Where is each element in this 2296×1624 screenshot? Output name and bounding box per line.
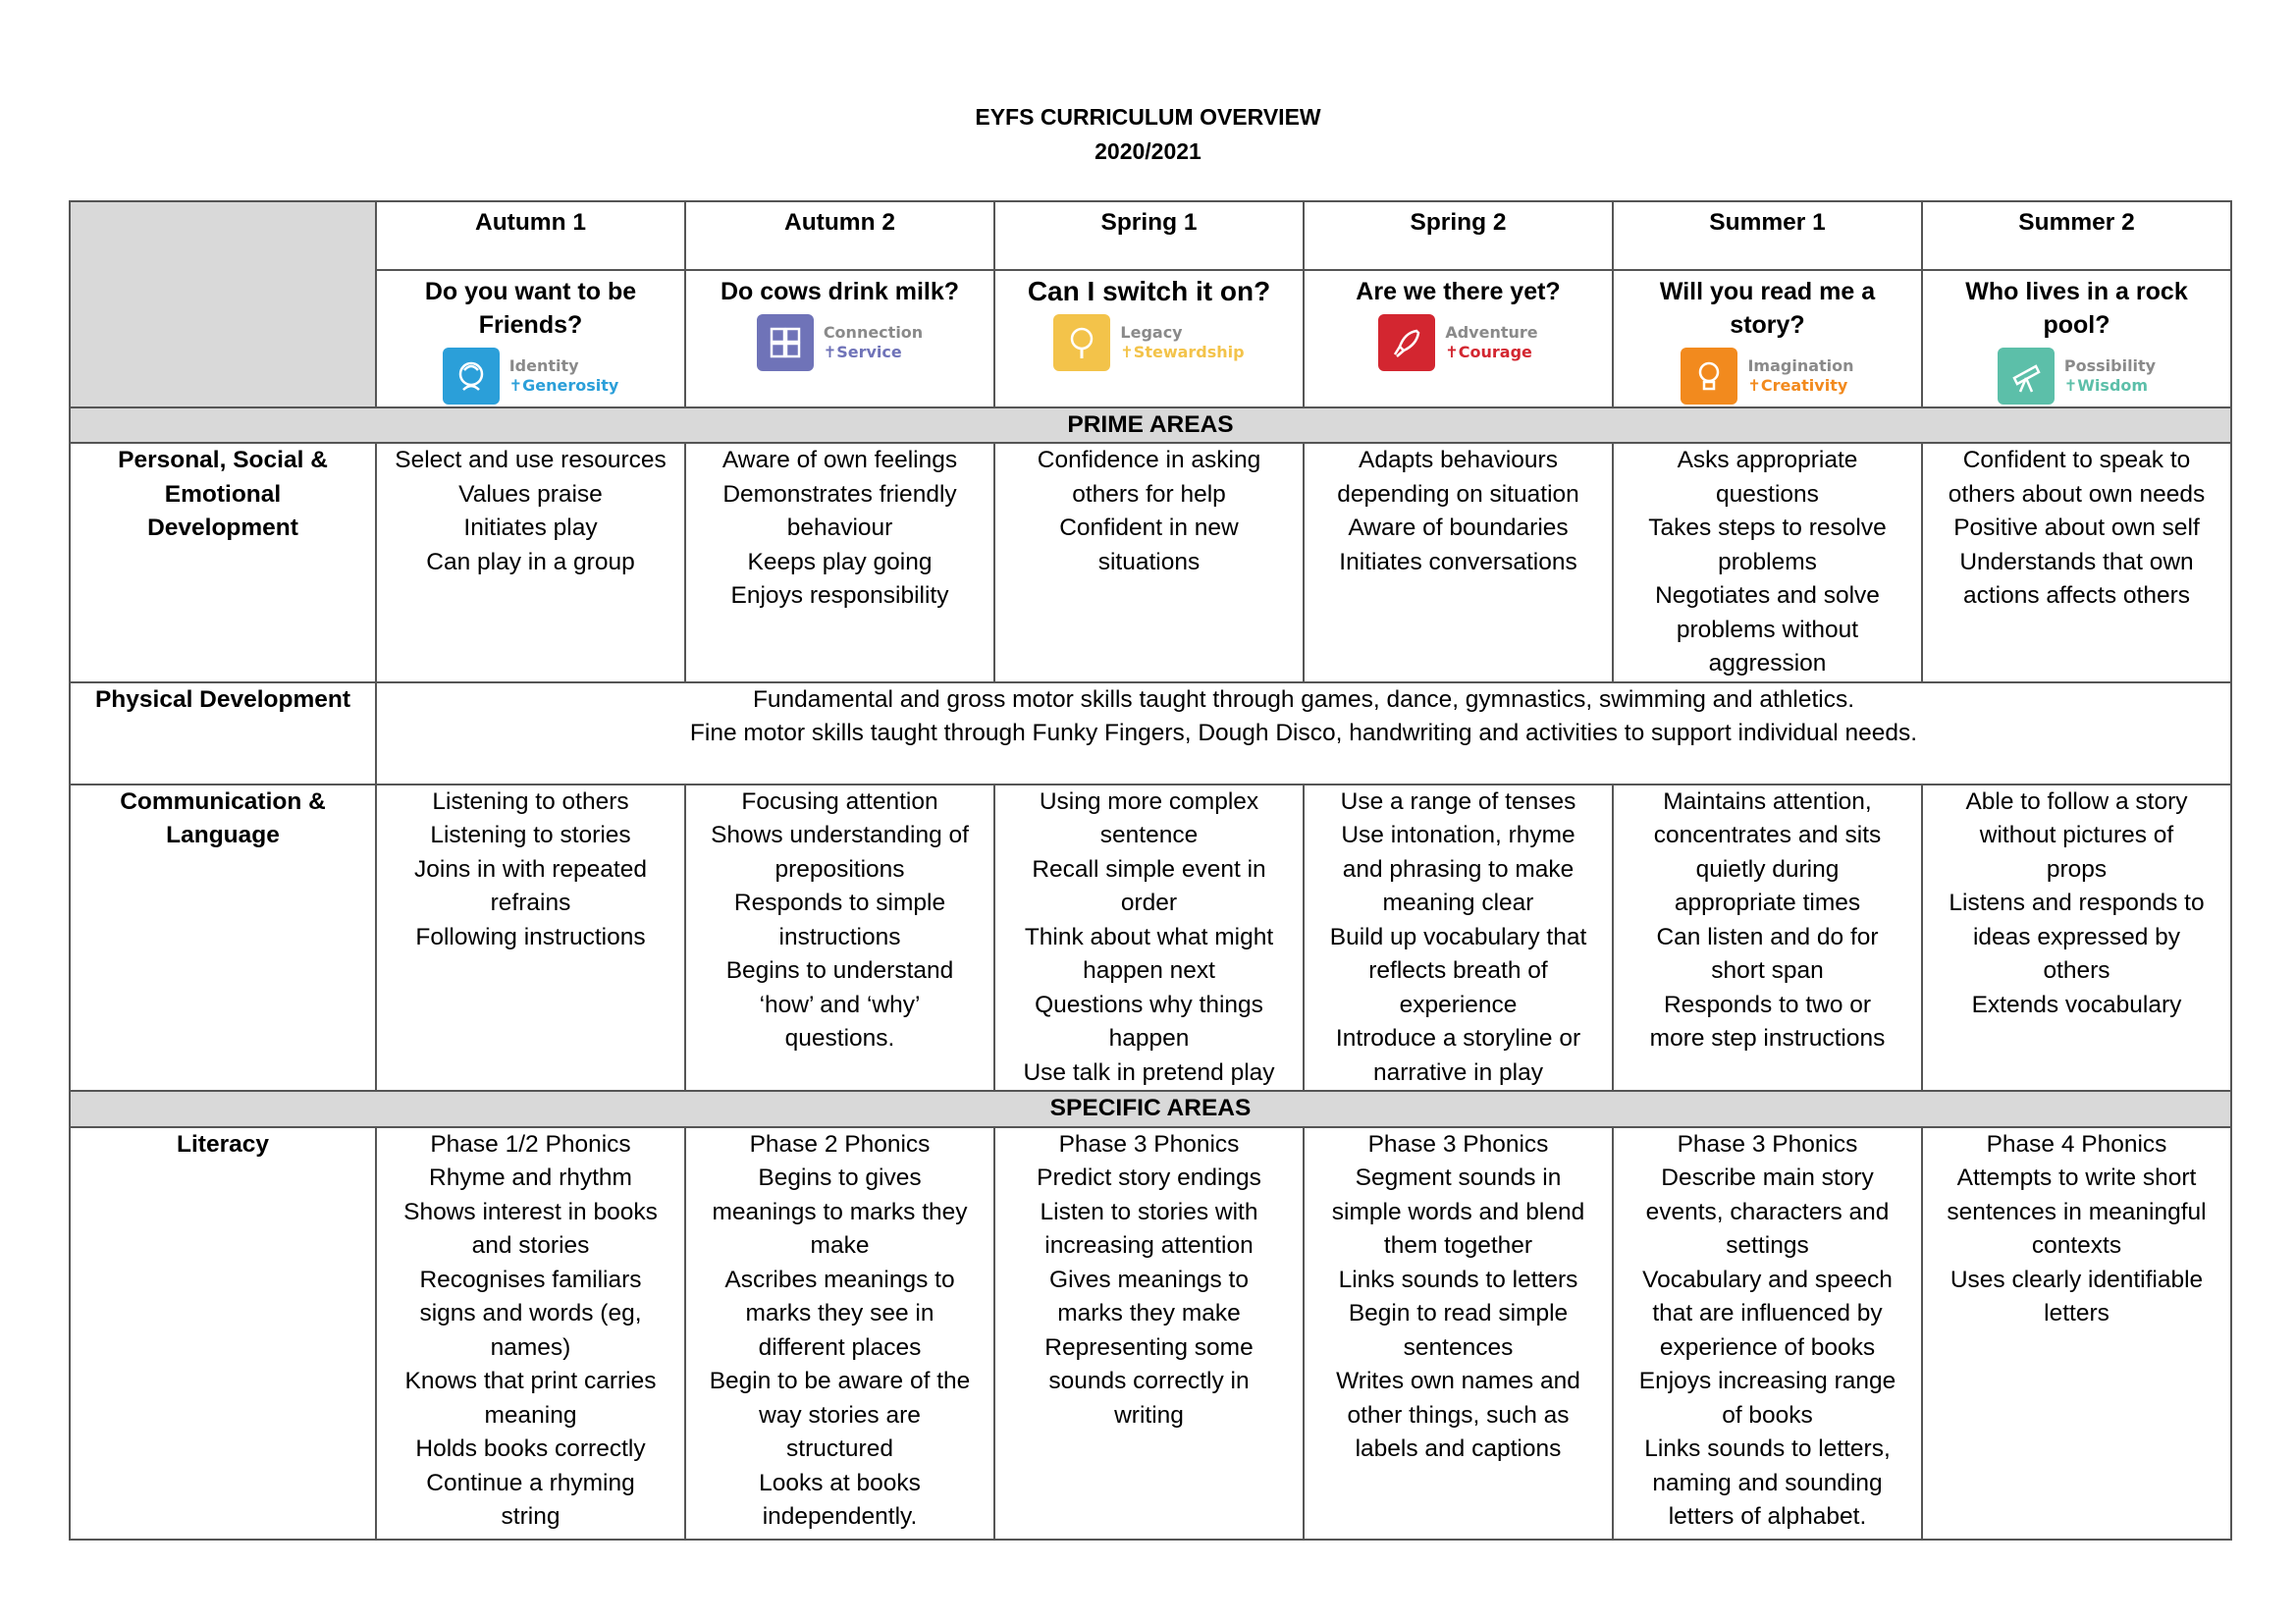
cell-line: letters of alphabet. bbox=[1668, 1503, 1867, 1530]
cell-comm-summer-1 bbox=[1613, 785, 1922, 1092]
term-spring-2: Spring 2 bbox=[1304, 201, 1613, 270]
cell-line: Vocabulary and speech bbox=[1642, 1266, 1893, 1293]
cell-psed-summer-1 bbox=[1613, 443, 1922, 682]
cell-line: meaning bbox=[484, 1401, 577, 1429]
cell-line: Holds books correctly bbox=[415, 1435, 646, 1462]
theme-title: Will you read me a story? bbox=[1659, 278, 1876, 339]
cell-line: marks they see in bbox=[745, 1300, 934, 1326]
cell-line: props bbox=[2046, 855, 2108, 883]
cell-line: Communication & bbox=[120, 787, 326, 815]
term-spring-1: Spring 1 bbox=[994, 201, 1304, 270]
cell-line: simple words and blend bbox=[1331, 1198, 1585, 1225]
cell-line: Demonstrates friendly bbox=[722, 480, 957, 508]
theme-cell bbox=[1922, 270, 2231, 407]
cell-line: Personal, Social & bbox=[118, 447, 328, 473]
virtue-label: ✝Wisdom bbox=[2063, 376, 2149, 395]
cell-line: marks they make bbox=[1057, 1300, 1241, 1326]
value-badge bbox=[1378, 314, 1537, 371]
cell-line: Attempts to write short bbox=[1956, 1164, 2197, 1191]
row-physical bbox=[70, 682, 2231, 785]
cell-line: Phase 3 Phonics bbox=[1367, 1130, 1549, 1158]
cell-line: Can play in a group bbox=[426, 548, 635, 575]
row-label-physical bbox=[70, 682, 376, 785]
cell-line: Joins in with repeated bbox=[414, 855, 647, 883]
cell-line: Listening to stories bbox=[430, 822, 631, 848]
overview-year: 2020/2021 bbox=[1095, 138, 1201, 164]
cell-line: Literacy bbox=[177, 1130, 269, 1158]
cell-line: sentences bbox=[1403, 1333, 1514, 1361]
value-badge bbox=[1681, 348, 1853, 405]
cell-line: Use intonation, rhyme bbox=[1341, 822, 1575, 848]
cell-line: Responds to simple bbox=[733, 890, 946, 916]
cell-line: Shows interest in books bbox=[403, 1198, 658, 1225]
cell-line: Gives meanings to bbox=[1049, 1266, 1249, 1293]
cell-literacy-autumn-1 bbox=[376, 1127, 685, 1540]
cell-line: narrative in play bbox=[1373, 1058, 1543, 1086]
curriculum-table bbox=[69, 200, 2232, 1541]
cell-line: make bbox=[810, 1232, 870, 1259]
cell-line: Listens and responds to bbox=[1949, 890, 2205, 916]
cell-line: sentence bbox=[1099, 822, 1199, 848]
cell-line: appropriate times bbox=[1674, 890, 1861, 916]
value-label: Possibility bbox=[2063, 356, 2157, 375]
cell-line: ‘how’ and ‘why’ bbox=[759, 991, 921, 1018]
cell-line: Predict story endings bbox=[1037, 1164, 1261, 1191]
cell-line: Enjoys increasing range bbox=[1638, 1368, 1896, 1394]
cell-line: independently. bbox=[762, 1503, 918, 1530]
cell-line: Think about what might bbox=[1024, 923, 1274, 950]
value-label: Adventure bbox=[1445, 323, 1538, 342]
cell-line: Begin to be aware of the bbox=[709, 1368, 971, 1394]
cell-line: sounds correctly in bbox=[1048, 1368, 1250, 1394]
cell-line: actions affects others bbox=[1962, 582, 2191, 609]
cell-line: Language bbox=[166, 822, 280, 848]
cell-psed-summer-2 bbox=[1922, 443, 2231, 682]
cell-line: Looks at books bbox=[759, 1469, 921, 1496]
cell-line: Uses clearly identifiable bbox=[1949, 1266, 2204, 1293]
cell-line: Introduce a storyline or bbox=[1335, 1025, 1581, 1052]
cell-comm-autumn-2 bbox=[685, 785, 994, 1092]
telescope-icon bbox=[1998, 348, 2055, 405]
cell-comm-autumn-1 bbox=[376, 785, 685, 1092]
cell-line: instructions bbox=[778, 923, 901, 950]
cell-line: Begins to understand bbox=[725, 957, 954, 984]
cell-line: happen bbox=[1108, 1025, 1190, 1052]
term-summer-2: Summer 2 bbox=[1922, 201, 2231, 270]
cell-line: of books bbox=[1722, 1401, 1813, 1429]
cell-line: Links sounds to letters, bbox=[1644, 1435, 1891, 1462]
face-icon bbox=[443, 348, 500, 405]
virtue-label: ✝Service bbox=[823, 343, 902, 361]
cell-physical-all-terms bbox=[376, 682, 2231, 785]
row-label-communication bbox=[70, 785, 376, 1092]
cell-line: settings bbox=[1726, 1232, 1809, 1259]
cell-line: questions bbox=[1716, 480, 1819, 508]
cell-line: Recall simple event in bbox=[1032, 855, 1266, 883]
cell-line: Emotional bbox=[164, 480, 282, 508]
cell-comm-spring-1 bbox=[994, 785, 1304, 1092]
cell-line: them together bbox=[1383, 1232, 1533, 1259]
theme-cell bbox=[376, 270, 685, 407]
value-badge bbox=[757, 314, 923, 371]
term-summer-1: Summer 1 bbox=[1613, 201, 1922, 270]
puzzle-icon bbox=[757, 314, 814, 371]
cell-line: Rhyme and rhythm bbox=[429, 1164, 632, 1191]
virtue-label: ✝Creativity bbox=[1747, 376, 1848, 395]
cell-line: increasing attention bbox=[1044, 1232, 1254, 1259]
cell-line: Listen to stories with bbox=[1040, 1198, 1258, 1225]
cell-line: naming and sounding bbox=[1652, 1469, 1883, 1496]
cell-line: Extends vocabulary bbox=[1971, 991, 2182, 1018]
cell-line: concentrates and sits bbox=[1653, 822, 1882, 848]
cell-line: Enjoys responsibility bbox=[730, 582, 949, 609]
cell-psed-autumn-1 bbox=[376, 443, 685, 682]
cell-line: short span bbox=[1711, 957, 1824, 984]
specific-areas-heading: SPECIFIC AREAS bbox=[70, 1091, 2231, 1127]
prime-areas-heading: PRIME AREAS bbox=[70, 407, 2231, 444]
cell-line: Use talk in pretend play bbox=[1023, 1058, 1275, 1086]
theme-cell bbox=[685, 270, 994, 407]
cell-line: that are influenced by bbox=[1652, 1300, 1883, 1326]
cell-line: prepositions bbox=[774, 855, 905, 883]
cell-line: Segment sounds in bbox=[1355, 1164, 1562, 1191]
cell-line: Aware of boundaries bbox=[1348, 514, 1569, 541]
cell-literacy-spring-2 bbox=[1304, 1127, 1613, 1540]
cell-line: Phase 3 Phonics bbox=[1677, 1130, 1858, 1158]
cell-line: aggression bbox=[1708, 650, 1827, 677]
cell-line: Can listen and do for bbox=[1656, 923, 1879, 950]
value-badge bbox=[1053, 314, 1244, 371]
cell-line: Responds to two or bbox=[1663, 991, 1872, 1018]
cell-line: experience of books bbox=[1659, 1333, 1876, 1361]
row-communication bbox=[70, 785, 2231, 1092]
cell-line: Values praise bbox=[458, 480, 603, 508]
cell-line: Understands that own bbox=[1959, 548, 2194, 575]
theme-title: Do you want to be Friends? bbox=[424, 278, 637, 339]
theme-cell bbox=[994, 270, 1304, 407]
virtue-label: ✝Stewardship bbox=[1120, 343, 1245, 361]
cell-line: Shows understanding of bbox=[711, 822, 969, 848]
cell-line: reflects breath of bbox=[1368, 957, 1548, 984]
virtue-label: ✝Generosity bbox=[508, 376, 619, 395]
cell-line: labels and captions bbox=[1355, 1435, 1562, 1462]
row-psed bbox=[70, 443, 2231, 682]
tree-icon bbox=[1053, 314, 1110, 371]
cell-line: more step instructions bbox=[1649, 1025, 1886, 1052]
row-literacy bbox=[70, 1127, 2231, 1540]
cell-line: Maintains attention, bbox=[1663, 787, 1872, 815]
cell-line: different places bbox=[758, 1333, 922, 1361]
cell-line: happen next bbox=[1083, 957, 1215, 984]
value-badge bbox=[443, 348, 619, 405]
value-label: Identity bbox=[508, 356, 579, 375]
value-badge bbox=[1998, 348, 2156, 405]
cell-line: order bbox=[1120, 890, 1178, 916]
cell-line: Physical Development bbox=[94, 685, 351, 713]
cell-literacy-spring-1 bbox=[994, 1127, 1304, 1540]
theme-title: Can I switch it on? bbox=[1027, 276, 1271, 306]
cell-line: meanings to marks they bbox=[712, 1198, 968, 1225]
cell-line: questions. bbox=[784, 1025, 895, 1052]
cell-line: Confident in new bbox=[1059, 514, 1239, 541]
term-autumn-1: Autumn 1 bbox=[376, 201, 685, 270]
cell-line: refrains bbox=[490, 890, 571, 916]
cell-line: signs and words (eg, bbox=[419, 1300, 642, 1326]
document-title bbox=[0, 100, 2296, 169]
theme-cell bbox=[1613, 270, 1922, 407]
cell-line: events, characters and bbox=[1645, 1198, 1890, 1225]
cell-literacy-autumn-2 bbox=[685, 1127, 994, 1540]
cell-comm-spring-2 bbox=[1304, 785, 1613, 1092]
cell-line: Adapts behaviours bbox=[1359, 447, 1558, 473]
value-label: Legacy bbox=[1120, 323, 1183, 342]
cell-line: others for help bbox=[1072, 480, 1226, 508]
overview-title: EYFS CURRICULUM OVERVIEW bbox=[975, 104, 1321, 130]
cell-line: structured bbox=[786, 1435, 893, 1462]
cell-line: Continue a rhyming bbox=[426, 1469, 635, 1496]
cell-line: Recognises familiars bbox=[419, 1266, 642, 1293]
cell-line: ideas expressed by bbox=[1972, 923, 2181, 950]
cell-line: and phrasing to make bbox=[1342, 855, 1575, 883]
cell-line: Knows that print carries bbox=[404, 1368, 657, 1394]
cell-line: without pictures of bbox=[1979, 822, 2174, 848]
cell-line: experience bbox=[1399, 991, 1518, 1018]
cell-line: others about own needs bbox=[1948, 480, 2206, 508]
row-label-literacy bbox=[70, 1127, 376, 1540]
lightbulb-icon bbox=[1681, 348, 1737, 405]
value-label: Connection bbox=[823, 323, 924, 342]
cell-line: contexts bbox=[2031, 1232, 2122, 1259]
theme-cell bbox=[1304, 270, 1613, 407]
cell-line: behaviour bbox=[786, 514, 893, 541]
rocket-icon bbox=[1378, 314, 1435, 371]
cell-line: Select and use resources bbox=[395, 447, 667, 473]
cell-line: Phase 1/2 Phonics bbox=[430, 1130, 631, 1158]
cell-line: way stories are bbox=[759, 1401, 921, 1429]
cell-line: Fine motor skills taught through Funky Fingers, Dough Disco, handwriting and activities to support individual needs. bbox=[689, 720, 1918, 746]
cell-line: Asks appropriate bbox=[1677, 447, 1858, 473]
section-row-prime bbox=[70, 407, 2231, 444]
cell-line: Representing some bbox=[1044, 1333, 1254, 1361]
cell-line: Writes own names and bbox=[1336, 1368, 1580, 1394]
cell-literacy-summer-1 bbox=[1613, 1127, 1922, 1540]
cell-line: Confidence in asking bbox=[1037, 447, 1261, 473]
cell-line: meaning clear bbox=[1382, 890, 1534, 916]
cell-line: Focusing attention bbox=[741, 787, 938, 815]
cell-line: writing bbox=[1114, 1401, 1184, 1429]
cell-line: problems bbox=[1718, 548, 1817, 575]
term-header-row bbox=[70, 201, 2231, 270]
cell-line: Listening to others bbox=[432, 787, 629, 815]
cell-line: Ascribes meanings to bbox=[724, 1266, 955, 1293]
theme-title: Are we there yet? bbox=[1356, 278, 1561, 305]
cell-literacy-summer-2 bbox=[1922, 1127, 2231, 1540]
row-label-psed bbox=[70, 443, 376, 682]
cell-line: Phase 2 Phonics bbox=[749, 1130, 931, 1158]
corner-cell bbox=[70, 201, 376, 407]
cell-line: Using more complex bbox=[1039, 787, 1259, 815]
cell-line: Begins to gives bbox=[758, 1164, 922, 1191]
cell-line: Keeps play going bbox=[747, 548, 933, 575]
value-label: Imagination bbox=[1747, 356, 1854, 375]
cell-line: Questions why things bbox=[1035, 991, 1263, 1018]
cell-line: Confident to speak to bbox=[1962, 447, 2191, 473]
cell-line: Begin to read simple bbox=[1348, 1300, 1569, 1326]
cell-line: Development bbox=[147, 514, 298, 541]
cell-line: sentences in meaningful bbox=[1947, 1198, 2207, 1225]
cell-psed-spring-2 bbox=[1304, 443, 1613, 682]
cell-line: Describe main story bbox=[1661, 1164, 1874, 1191]
theme-title: Do cows drink milk? bbox=[720, 278, 960, 305]
term-autumn-2: Autumn 2 bbox=[685, 201, 994, 270]
cell-psed-spring-1 bbox=[994, 443, 1304, 682]
cell-line: and stories bbox=[471, 1232, 590, 1259]
cell-line: Links sounds to letters bbox=[1338, 1266, 1578, 1293]
cell-line: Build up vocabulary that bbox=[1329, 923, 1587, 950]
cell-line: string bbox=[501, 1503, 561, 1530]
cell-line: other things, such as bbox=[1347, 1401, 1570, 1429]
cell-line: others bbox=[2043, 957, 2110, 984]
cell-line: situations bbox=[1097, 548, 1201, 575]
cell-line: depending on situation bbox=[1337, 480, 1579, 508]
cell-line: Able to follow a story bbox=[1965, 787, 2188, 815]
cell-line: problems without bbox=[1676, 616, 1859, 643]
cell-line: Takes steps to resolve bbox=[1648, 514, 1887, 541]
cell-psed-autumn-2 bbox=[685, 443, 994, 682]
cell-line: Initiates conversations bbox=[1339, 548, 1577, 575]
cell-line: Initiates play bbox=[463, 514, 598, 541]
cell-line: Phase 3 Phonics bbox=[1058, 1130, 1240, 1158]
cell-line: Phase 4 Phonics bbox=[1986, 1130, 2167, 1158]
theme-row bbox=[70, 270, 2231, 407]
cell-line: Negotiates and solve bbox=[1655, 582, 1880, 609]
cell-line: Fundamental and gross motor skills taught through games, dance, gymnastics, swimming and athletics. bbox=[752, 685, 1855, 713]
cell-line: Positive about own self bbox=[1953, 514, 2200, 541]
theme-title: Who lives in a rock pool? bbox=[1965, 278, 2188, 339]
cell-line: Aware of own feelings bbox=[721, 447, 958, 473]
virtue-label: ✝Courage bbox=[1445, 343, 1532, 361]
section-row-specific bbox=[70, 1091, 2231, 1127]
cell-line: quietly during bbox=[1695, 855, 1840, 883]
cell-line: names) bbox=[490, 1333, 571, 1361]
cell-comm-summer-2 bbox=[1922, 785, 2231, 1092]
cell-line: Use a range of tenses bbox=[1340, 787, 1576, 815]
cell-line: letters bbox=[2044, 1300, 2109, 1326]
cell-line: Following instructions bbox=[415, 923, 646, 950]
